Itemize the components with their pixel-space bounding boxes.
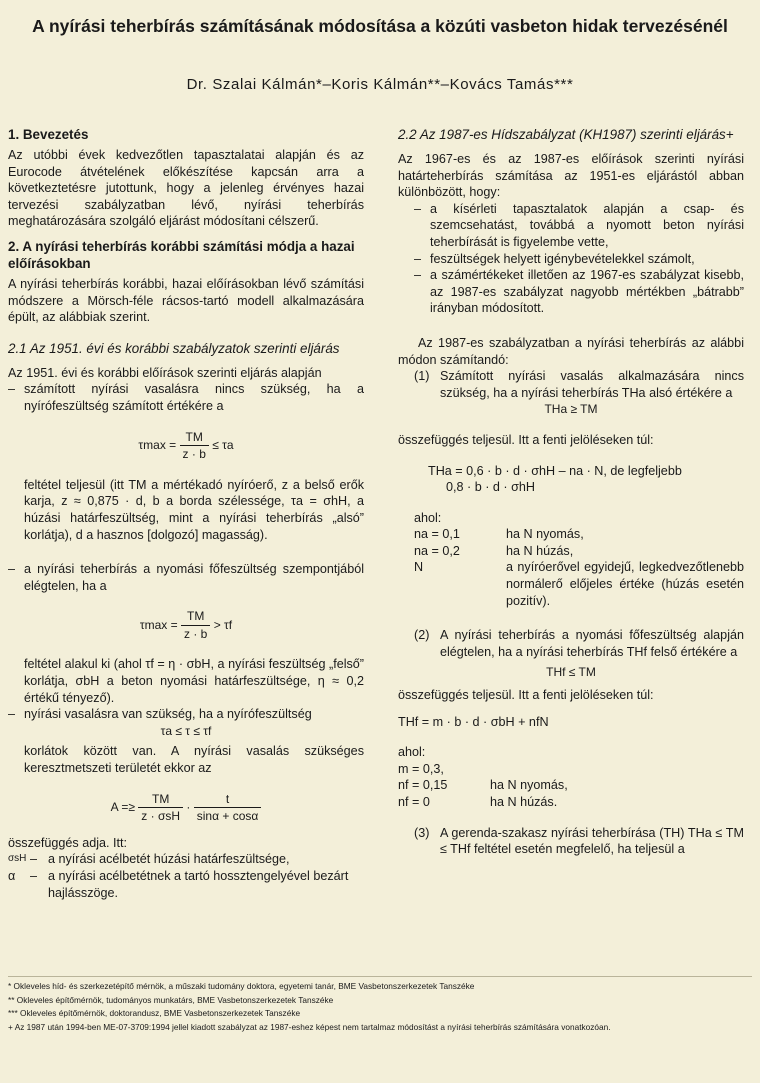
subsection-heading-kh1987: 2.2 Az 1987-es Hídszabályzat (KH1987) szerinti eljárás+ [398,127,734,142]
symbol-definitions: σsH – a nyírási acélbetét húzási határfeszültsége, α – a nyírási acélbetétnek a tartó hossztengelyével bezárt hajlásszöge. [8,852,349,900]
kh1987-method-paragraph: Az 1987-es szabályzatban a nyírási teherbírás az alábbi módon számítandó: [398,335,744,367]
bullet-item: – feszültségek helyett igénybevételekkel számolt, [414,251,695,266]
right-column [398,126,744,858]
formula-reinforcement-area: A =≥ $\frac{TM}{\text{z · σsH}}$ · $\frac{t}{\sin\alpha + \cos\alpha}$ [8,791,364,825]
symbol-definitions: m = 0,3, nf = 0,15 ha N nyomás, nf = 0 ha N húzás. [398,761,568,809]
bullet-item: – a számértékeket illetően az 1967-es szabályzat kisebb, az 1987-es szabályzat nagyobb mértékben „bátrabb” irányban módosított. [414,268,744,316]
formula-thf-condition: THf ≤ TM [546,665,596,680]
bullet-item: – nyírási vasalásra van szükség, ha a nyírófeszültség [8,707,312,722]
author-line: Dr. Szalai Kálmán*–Koris Kálmán**–Kovács Tamás*** [186,76,574,93]
formula-tha-condition: THa ≥ TM [544,402,598,417]
condition-paragraph-1: összefüggés teljesül. Itt a fenti jelöléseken túl: [398,432,654,447]
previous-method-paragraph: A nyírási teherbírás korábbi, hazai előírásokban lévő számítási módszere a Mörsch-féle rácsos-tartó modell alkalmazására épült, az alábbiak szerint. [8,276,364,325]
reinforcement-area-paragraph: korlátok között van. A nyírási vasalás szükséges keresztmetszeti területét ekkor az [24,744,364,776]
footnote-divider [8,976,752,977]
formula-tau-max-allowable: τmax = $\frac{TM}{z \cdot b}$ ≤ τa [138,429,234,462]
paragraph-1951-intro: Az 1951. évi és korábbi előírások szerinti eljárás alapján [8,365,322,380]
upper-limit-explanation: feltétel alakul ki (ahol τf = η · σbH, a nyírási feszültség „felső” korlátja, σbH a beton nyomási határfeszültsége, η ≈ 0,2 értékű tényező). [24,657,364,705]
where-label: ahol: [414,510,442,525]
paper-title: A nyírási teherbírás számításának módosítása a közúti vasbeton hidak tervezésénél [32,16,728,36]
formula-tha-max: 0,8 · b · d · σhH [446,480,535,495]
footnote: *** Okleveles építőmérnök, doktorandusz, BME Vasbetonszerkezetek Tanszéke [8,1008,301,1018]
formula-note: összefüggés adja. Itt: [8,835,128,850]
bullet-item: – a nyírási teherbírás a nyomási főfeszültség szempontjából elégtelen, ha a [8,562,364,593]
section-heading-previous-method: 2. A nyírási teherbírás korábbi számítási módja a hazai előírásokban [8,238,355,271]
intro-paragraph: Az utóbbi évek kedvezőtlen tapasztalatai alapján és az Eurocode átvételének előkészítése kapcsán arra a következtetésre jutottunk, hogy a jelenleg érvényes hazai tervezési szabályzatban lévő, nyírási teherbírás meghatározására szolgáló eljárást módosítani célszerű. [8,148,364,229]
formula-thf: THf = m · b · d · σbH + nfN [398,714,549,729]
condition-paragraph-2: összefüggés teljesül. Itt a fenti jelöléseken túl: [398,688,654,703]
symbol-definitions: na = 0,1 ha N nyomás, na = 0,2 ha N húzás, N a nyíróerővel egyidejű, legkedvezőtlenebb normálerő előjeles értéke (húzás esetén pozitív). [414,527,744,608]
formula-tau-max-upper: τmax = $\frac{TM}{z \cdot b}$ > τf [139,609,233,641]
numbered-item-1: (1) Számított nyírási vasalás alkalmazására nincs szükség, ha a nyírási teherbírás THa alsó értékére a [414,369,744,400]
footnote: * Okleveles híd- és szerkezetépítő mérnök, a műszaki tudomány doktora, egyetemi tanár, BME Vasbetonszerkezetek Tanszéke [8,981,475,991]
where-label: ahol: [398,745,426,760]
condition-explanation: feltétel teljesül (itt TM a mértékadó nyíróerő, z a belső erők karja, z ≈ 0,875 · d, b a borda szélessége, τa = σhH, a húzási határfeszültség, mint a nyírási teherbírás „alsó” korlátja), d a hasznos [dolgozó] magasság). [24,477,364,542]
formula-tha: THa = 0,6 · b · d · σhH – na · N, de legfeljebb [428,463,682,478]
formula-tau-range: τa ≤ τ ≤ τf [160,723,212,738]
footnote: ** Okleveles építőmérnök, tudományos munkatárs, BME Vasbetonszerkezetek Tanszéke [8,994,334,1005]
footnote: + Az 1987 után 1994-ben ME-07-3709:1994 jellel kiadott szabályzat az 1987-eshez képest nem tartalmaz módosítást a nyírási teherbírás számítására vonatkozóan. [8,1021,611,1032]
footnotes [8,980,758,1034]
numbered-item-2: (2) A nyírási teherbírás a nyomási főfeszültség alapján elégtelen, ha a nyírási teherbírás THf felső értékére a [414,628,744,659]
left-column [8,126,364,901]
subsection-heading-1951: 2.1 Az 1951. évi és korábbi szabályzatok szerinti eljárás [8,340,340,356]
kh1987-intro-paragraph: Az 1967-es és az 1987-es előírások szerinti nyírási határteherbírás számítása az 1951-es eljárástól abban különbözött, hogy: [398,152,744,200]
section-heading-intro: 1. Bevezetés [8,127,89,142]
bullet-item: – számított nyírási vasalásra nincs szükség, ha a nyírófeszültség számított értékére a [8,382,364,413]
bullet-item: – a kísérleti tapasztalatok alapján a csap- és szemcsehatást, továbbá a nyomott beton nyírási teherbírását is figyelembe vette, [414,201,744,249]
numbered-item-3: (3) A gerenda-szakasz nyírási teherbírása (TH) THa ≤ TM ≤ THf feltétel esetén megfelelő, ha teljesül a [414,825,744,857]
